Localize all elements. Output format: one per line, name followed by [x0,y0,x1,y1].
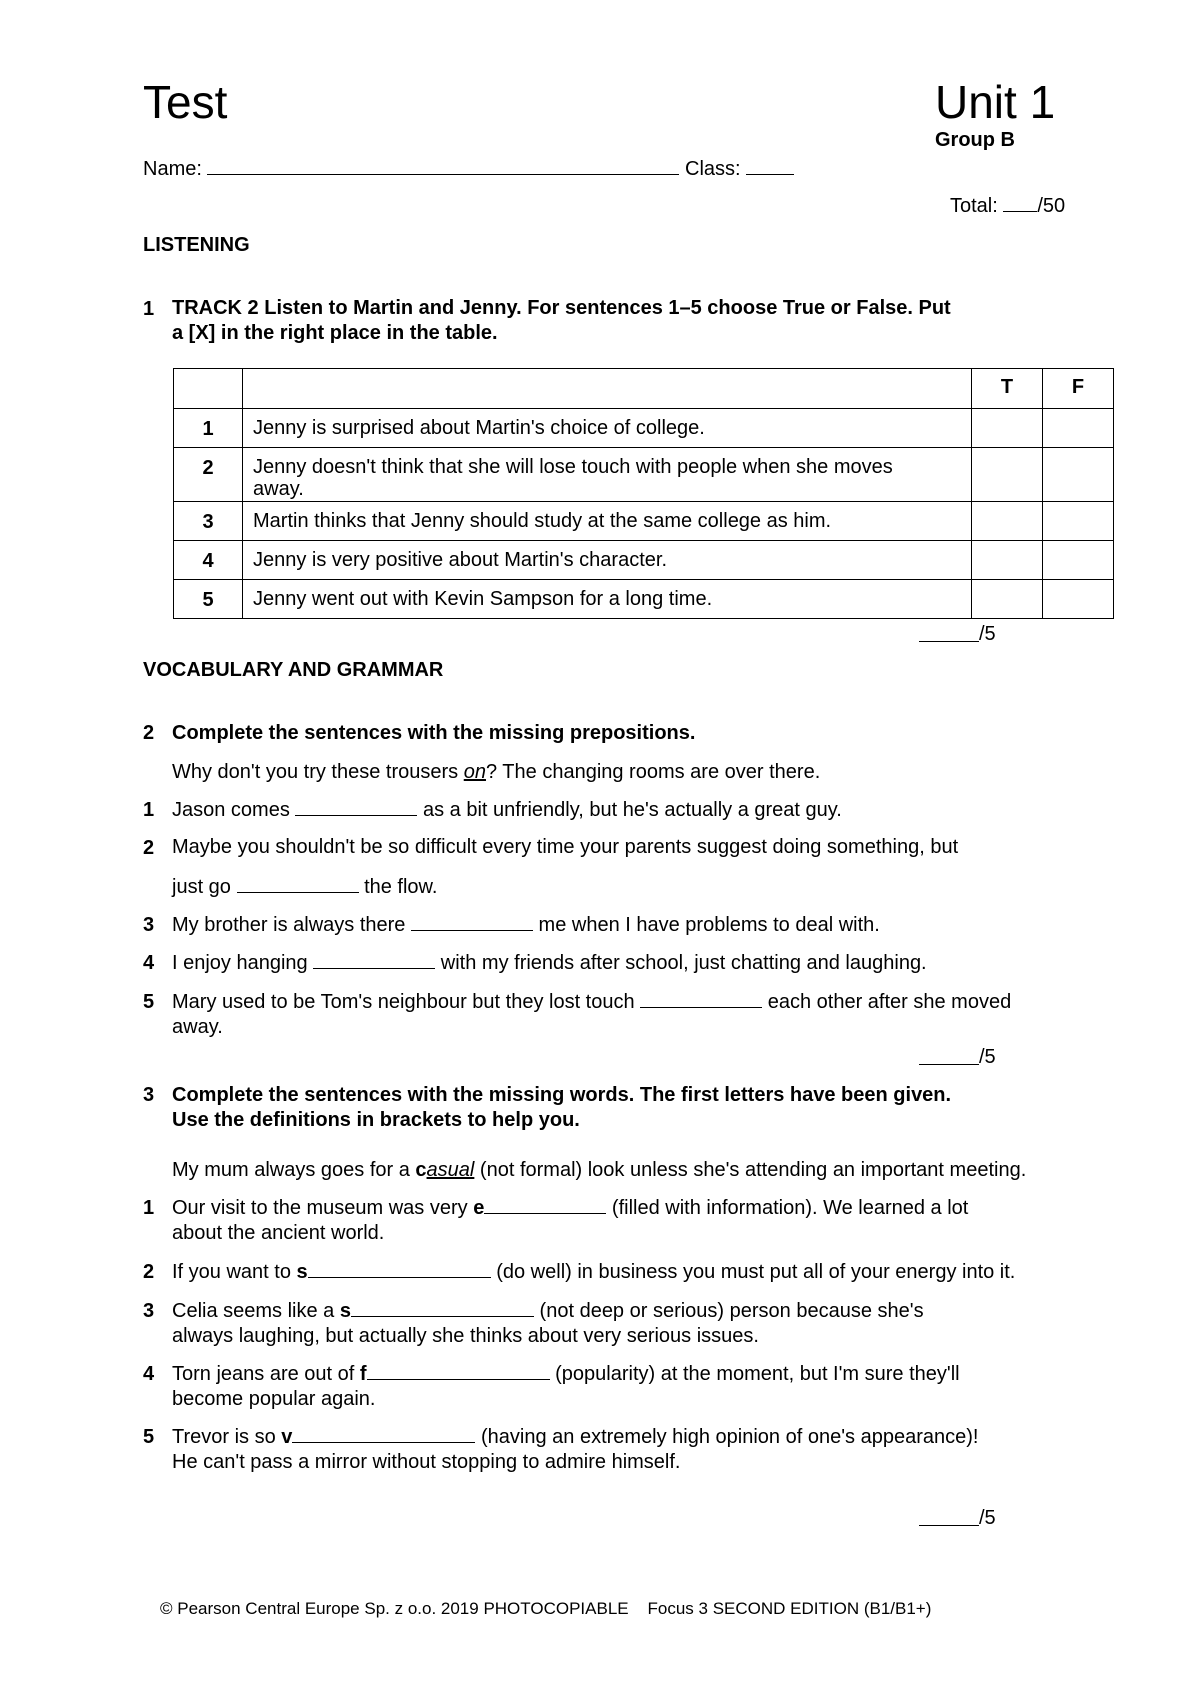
row-number: 3 [174,502,243,541]
class-field[interactable] [746,156,794,175]
table-header-cell [174,369,243,409]
name-label: Name: [143,158,202,180]
answer-blank[interactable] [351,1298,534,1317]
true-cell[interactable] [972,448,1043,502]
first-letter: c [415,1159,427,1181]
task-instruction [172,296,1122,346]
page-title: Test [143,76,228,128]
true-false-table [173,368,1114,619]
instruction-line: a [X] in the right place in the table. [172,322,498,344]
sentence-text: (filled with information). We learned a lot [611,1197,969,1219]
first-letter: s [339,1300,351,1322]
table-row [174,580,1114,619]
task-number: 2 [143,722,155,744]
first-letter: e [473,1197,485,1219]
task-instruction [172,1083,1122,1133]
task-number: 1 [143,298,155,320]
table-header-cell [243,369,972,409]
row-statement: Jenny is surprised about Martin's choice of college. [243,409,972,448]
sentence-text: If you want to [172,1261,291,1283]
listening-score [979,622,996,646]
total-max: /50 [1037,195,1066,217]
first-letter: s [296,1261,308,1283]
task-instruction: Complete the sentences with the missing prepositions. [172,722,696,744]
column-f-header: F [1043,369,1114,409]
score-max: /5 [979,1507,996,1529]
example-sentence [172,1158,1122,1183]
sentence-text: Maybe you shouldn't be so difficult every time your parents suggest doing something, but [172,836,959,858]
table-row [174,541,1114,580]
false-cell[interactable] [1043,580,1114,619]
total-label: Total: [950,195,998,217]
list-item [172,912,1122,938]
true-cell[interactable] [972,409,1043,448]
instruction-line: TRACK 2 Listen to Martin and Jenny. For sentences 1–5 choose True or False. Put [172,297,951,319]
example-answer: asual [426,1159,475,1181]
unit-label: Unit 1 [935,76,1056,128]
group-label: Group B [935,129,1015,151]
false-cell[interactable] [1043,502,1114,541]
sentence-text: (do well) in business you must put all of your energy into it. [496,1261,1016,1283]
total-row [950,193,1065,218]
sentence-text: I enjoy hanging [172,952,308,974]
example-answer: on [463,761,486,783]
sentence-text: with my friends after school, just chatting and laughing. [440,952,927,974]
sentence-text: (not deep or serious) person because she's [539,1300,924,1322]
sentence-text: Why don't you try these trousers [172,761,459,783]
item-number: 2 [143,1261,155,1283]
sentence-text: Jason comes [172,799,290,821]
sentence-text: become popular again. [172,1388,376,1410]
sentence-text: away. [172,1016,223,1038]
first-letter: f [359,1363,367,1385]
sentence-text: Torn jeans are out of [172,1363,355,1385]
row-statement: Martin thinks that Jenny should study at the same college as him. [243,502,972,541]
item-number: 3 [143,1300,155,1322]
row-number: 1 [174,409,243,448]
row-number: 4 [174,541,243,580]
false-cell[interactable] [1043,409,1114,448]
list-item [172,1259,1122,1285]
sentence-text: Celia seems like a [172,1300,335,1322]
sentence-text: the flow. [364,876,438,898]
item-number: 5 [143,991,155,1013]
name-row [143,156,794,181]
class-label: Class: [685,158,741,180]
list-item [172,1361,1122,1412]
task3-score [979,1506,996,1530]
sentence-text: Mary used to be Tom's neighbour but they lost touch [172,991,635,1013]
true-cell[interactable] [972,502,1043,541]
answer-blank[interactable] [237,874,359,893]
footer-copyright: © Pearson Central Europe Sp. z o.o. 2019 PHOTOCOPIABLE Focus 3 SECOND EDITION (B1/B1+) [160,1599,932,1618]
answer-blank[interactable] [411,912,533,931]
table-row [174,409,1114,448]
row-number: 5 [174,580,243,619]
list-item [172,950,1122,976]
example-sentence [172,760,1122,785]
item-number: 3 [143,914,155,936]
false-cell[interactable] [1043,448,1114,502]
sentence-text: (not formal) look unless she's attending an important meeting. [479,1159,1027,1181]
answer-blank[interactable] [640,989,762,1008]
sentence-text: He can't pass a mirror without stopping to admire himself. [172,1451,681,1473]
sentence-text: Our visit to the museum was very [172,1197,468,1219]
score-max: /5 [979,623,996,645]
score-max: /5 [979,1046,996,1068]
answer-blank[interactable] [313,950,435,969]
table-header-row [174,369,1114,409]
score-field[interactable] [919,623,979,642]
item-number: 4 [143,952,155,974]
instruction-line: Complete the sentences with the missing words. The first letters have been given. [172,1084,952,1106]
item-number: 4 [143,1363,155,1385]
table-row [174,502,1114,541]
true-cell[interactable] [972,541,1043,580]
answer-blank[interactable] [292,1424,475,1443]
answer-blank[interactable] [295,797,417,816]
answer-blank[interactable] [484,1195,606,1214]
item-number: 1 [143,1197,155,1219]
total-field[interactable] [1003,193,1037,212]
item-number: 5 [143,1426,155,1448]
row-statement: Jenny is very positive about Martin's character. [243,541,972,580]
sentence-text: just go [172,876,231,898]
task2-score [979,1045,996,1069]
answer-blank[interactable] [367,1361,550,1380]
sentence-text: about the ancient world. [172,1222,385,1244]
true-cell[interactable] [972,580,1043,619]
list-item [172,1424,1122,1475]
sentence-text: always laughing, but actually she thinks about very serious issues. [172,1325,759,1347]
row-statement: Jenny doesn't think that she will lose touch with people when she moves away. [243,448,972,502]
task-number: 3 [143,1084,155,1106]
item-number: 2 [143,837,155,859]
row-statement: Jenny went out with Kevin Sampson for a long time. [243,580,972,619]
sentence-text: me when I have problems to deal with. [538,914,880,936]
name-field[interactable] [207,156,679,175]
sentence-text: (popularity) at the moment, but I'm sure they'll [555,1363,960,1385]
vocab-heading: VOCABULARY AND GRAMMAR [143,659,444,681]
sentence-text: My brother is always there [172,914,406,936]
answer-blank[interactable] [308,1259,491,1278]
list-item [172,989,1122,1040]
sentence-text: My mum always goes for a [172,1159,410,1181]
item-number: 1 [143,799,155,821]
first-letter: v [281,1426,293,1448]
score-field[interactable] [919,1507,979,1526]
sentence-text: Trevor is so [172,1426,276,1448]
false-cell[interactable] [1043,541,1114,580]
list-item [172,1298,1122,1349]
row-number: 2 [174,448,243,502]
score-field[interactable] [919,1046,979,1065]
instruction-line: Use the definitions in brackets to help you. [172,1109,580,1131]
list-item [172,797,1122,823]
sentence-text: ? The changing rooms are over there. [485,761,821,783]
sentence-text: as a bit unfriendly, but he's actually a great guy. [422,799,842,821]
sentence-text: each other after she moved [767,991,1012,1013]
sentence-text: (having an extremely high opinion of one's appearance)! [480,1426,979,1448]
list-item [172,1195,1122,1246]
listening-heading: LISTENING [143,234,250,256]
list-item [172,835,1122,900]
column-t-header: T [972,369,1043,409]
table-row [174,448,1114,502]
